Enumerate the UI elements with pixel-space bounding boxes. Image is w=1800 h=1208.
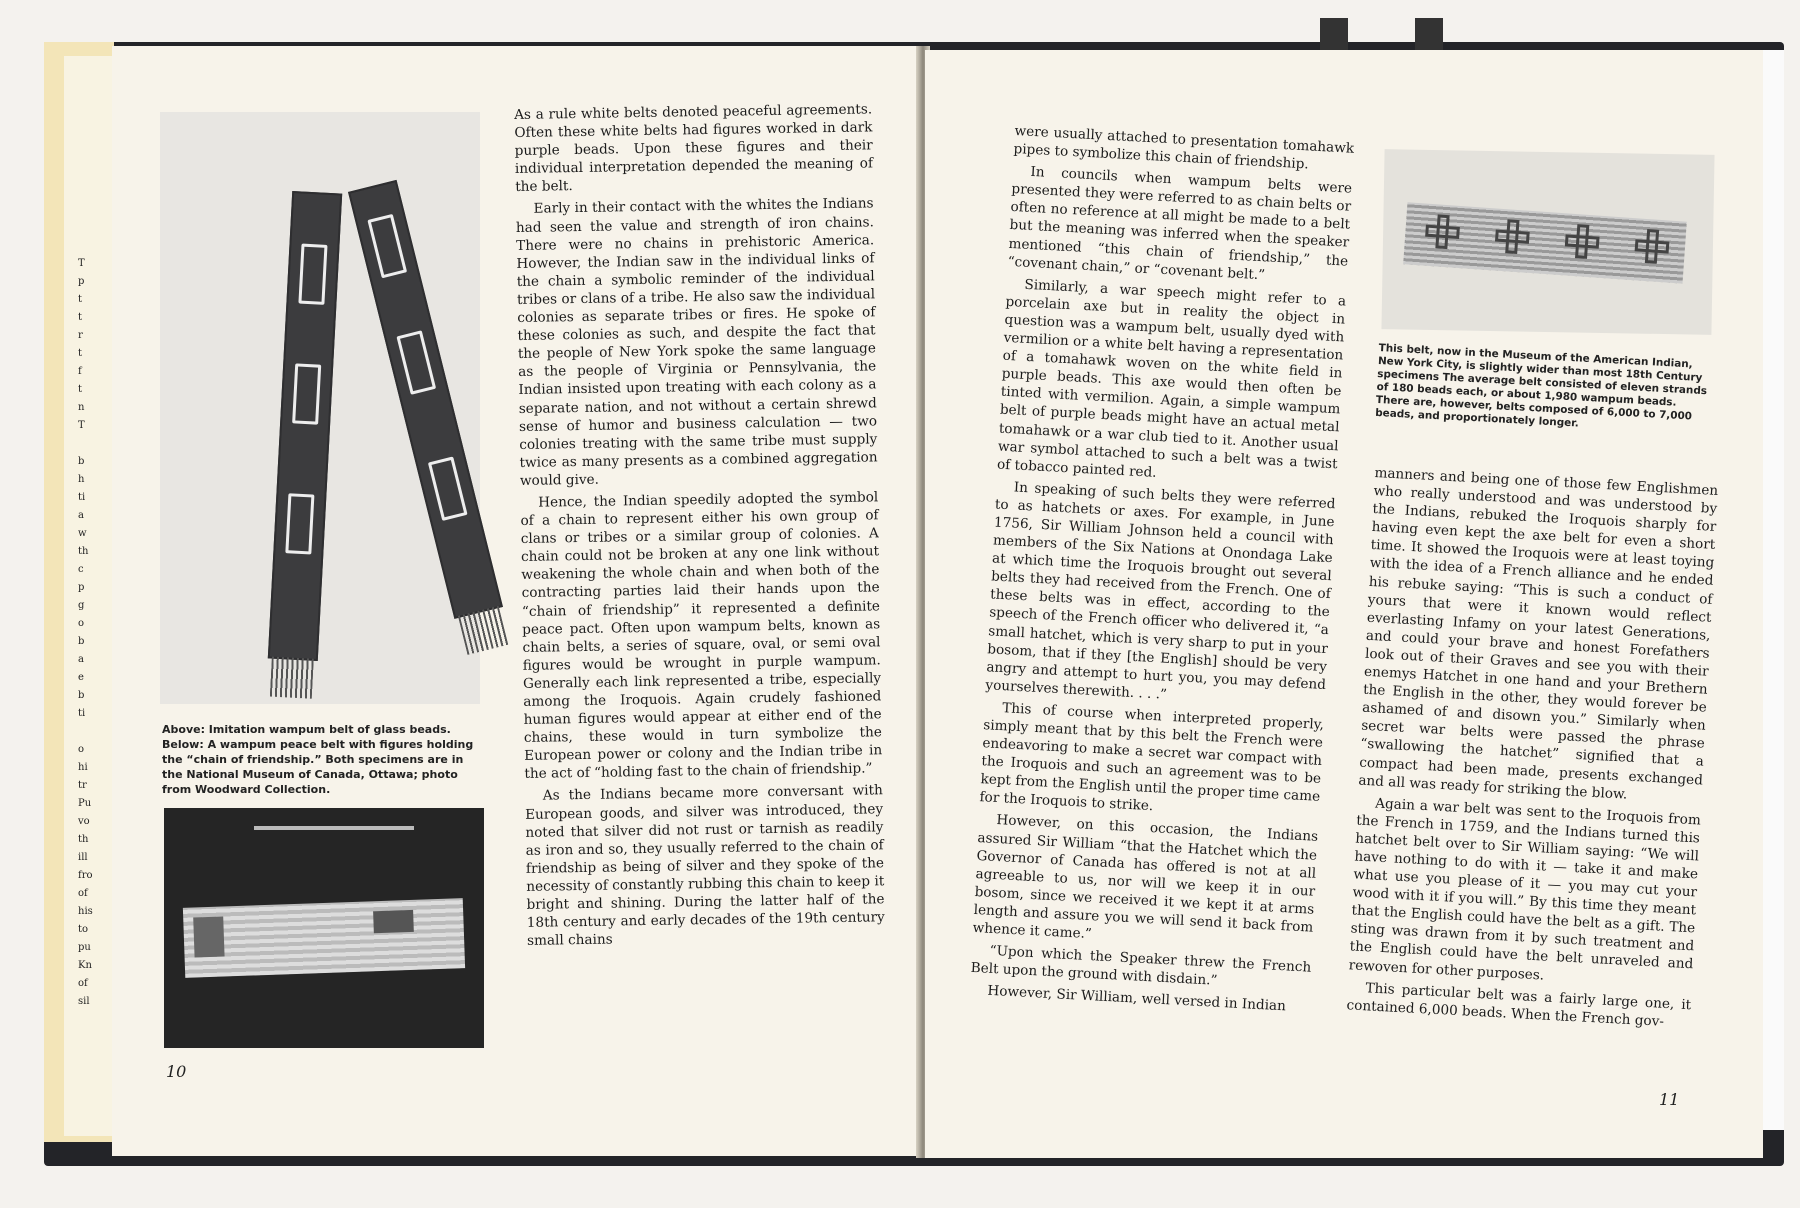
- paragraph: This particular belt was a fairly large one, it contained 6,000 beads. When the French gov-: [1346, 979, 1692, 1030]
- belt-right-strand: [348, 180, 503, 619]
- margin-fragment: T: [78, 258, 85, 269]
- margin-fragment: Pu: [78, 798, 92, 809]
- previous-page-text-fragments: [78, 255, 112, 1011]
- margin-fragment: t: [78, 312, 83, 323]
- margin-fragment: th: [78, 546, 89, 557]
- peace-belt: [183, 898, 465, 978]
- margin-fragment: tr: [78, 780, 87, 791]
- belt-rod: [254, 826, 414, 830]
- paragraph: were usually attached to presentation tomahawk pipes to symbolize this chain of friendship.: [1013, 122, 1355, 173]
- right-text-column-2: [1346, 464, 1718, 1032]
- margin-fragment: vo: [78, 816, 90, 827]
- paragraph: Again a war belt was sent to the Iroquois from the French in 1759, and the Indians turned this hatchet belt over to Sir William saying: “We will have nothing to do with it — take it and make what use you please of it — you may cut your wood with it if you will.” By this time they meant that the English could have the belt as a gift. The sting was drawn from it by such treatment and the English could have the belt unraveled and rewoven for other purposes.: [1348, 795, 1702, 984]
- margin-fragment: w: [78, 528, 87, 539]
- margin-fragment: to: [78, 924, 89, 935]
- margin-fragment: f: [78, 366, 82, 377]
- margin-fragment: ti: [78, 708, 86, 719]
- margin-fragment: b: [78, 636, 85, 647]
- margin-fragment: [78, 723, 112, 741]
- margin-fragment: [78, 435, 112, 453]
- right-page: [925, 50, 1763, 1158]
- paragraph: Hence, the Indian speedily adopted the symbol of a chain to represent either his own group of clans or tribes or a similar group of colonies. A chain could not be broken at any one link without weakening the whole chain and when both of the contracting parties laid their hands upon the “chain of friendship” it represented a definite peace pact. Often upon wampum belts, known as chain belts, a series of square, oval, or semi oval figures would be wrought in purple wampum. Generally each link represented a tribe, especially among the Iroquois. Again crudely fashioned human figures would appear at either end of the chains, these would in turn symbolize the European power or colony and the Indian tribe in the act of “holding fast to the chain of friendship.”: [520, 489, 883, 783]
- page-number: 10: [166, 1062, 187, 1081]
- margin-fragment: ill: [78, 852, 88, 863]
- figure-caption: This belt, now in the Museum of the American Indian, New York City, is slightly wider than most 18th Century specimens The average belt consisted of eleven strands of 180 beads each, or about 1,980 wampum beads. There are, however, belts composed of 6,000 to 7,000 beads, and proportionately longer.: [1374, 342, 1708, 430]
- margin-fragment: of: [78, 888, 88, 899]
- cross-belt: [1403, 202, 1687, 283]
- margin-fragment: h: [78, 474, 85, 485]
- margin-fragment: fro: [78, 870, 93, 881]
- margin-fragment: o: [78, 618, 85, 629]
- margin-fragment: T: [78, 420, 85, 431]
- paragraph: However, Sir William, well versed in Indian: [987, 983, 1287, 1015]
- margin-fragment: e: [78, 672, 84, 683]
- margin-fragment: p: [78, 582, 85, 593]
- margin-fragment: Kn: [78, 960, 92, 971]
- margin-fragment: b: [78, 690, 85, 701]
- margin-fragment: b: [78, 456, 85, 467]
- paragraph: “Upon which the Speaker threw the French Belt upon the ground with disdain.”: [970, 942, 1312, 989]
- right-text-column-1: [969, 122, 1355, 1017]
- margin-fragment: ti: [78, 492, 86, 503]
- photo-peace-belt: [164, 808, 484, 1048]
- margin-fragment: g: [78, 600, 85, 611]
- margin-fragment: t: [78, 294, 83, 305]
- paragraph: As a rule white belts denoted peaceful agreements. Often these white belts had figures worked in dark purple beads. Upon these figures and their individual interpretation depended the meaning of the belt.: [514, 101, 874, 196]
- margin-fragment: r: [78, 330, 83, 341]
- margin-fragment: a: [78, 654, 84, 665]
- margin-fragment: t: [78, 348, 83, 359]
- paragraph: Similarly, a war speech might refer to a porcelain axe but in reality the object in question was a wampum belt, usually dyed with vermilion or a white belt having a representation of a tomahawk woven on the white field in purple beads. This axe would then often be tinted with vermilion. Again, a simple wampum belt of purple beads might have an actual metal tomahawk or a war club tied to it. Another usual war symbol attached to such a belt was a twist of tobacco painted red.: [996, 276, 1347, 481]
- photo-cross-belt: [1381, 149, 1714, 335]
- paragraph: manners and being one of those few Englishmen who really understood and was understood by the Indians, rebuked the Iroquois sharply for having even kept the axe belt for even a short time. It showed the Iroquois were at least toying with the idea of a French alliance and he ended his rebuke saying: “This is such a conduct of yours that were it known would reflect everlasting Infamy on your latest Generations, and could your brave and honest Forefathers look out of their Graves and see you with their enemys Hatchet in one hand and your Brethern the English in the other, they would forever be ashamed of and disown you.” Similarly when secret war belts were passed the phrase “swallowing the hatchet” signified that a compact had been made, presents exchanged and all was ready for striking the blow.: [1358, 464, 1719, 803]
- left-page: [112, 46, 920, 1156]
- margin-fragment: his: [78, 906, 93, 917]
- paragraph: In councils when wampum belts were presented they were referred to as chain belts or often no reference at all might be made to a belt but the meaning was inferred when the speaker mentioned “this chain of friendship,” the “covenant chain,” or “covenant belt.”: [1007, 164, 1353, 283]
- margin-fragment: n: [78, 402, 85, 413]
- margin-fragment: th: [78, 834, 89, 845]
- margin-fragment: p: [78, 276, 85, 287]
- margin-fragment: sil: [78, 996, 90, 1007]
- margin-fragment: pu: [78, 942, 91, 953]
- paragraph: In speaking of such belts they were referred to as hatchets or axes. For example, in June 1756, Sir William Johnson held a council with members of the Six Nations at Onondaga Lake at which time the Iroquois brought out several belts they had received from the French. One of these belts was in effect, according to the speech of the French officer who delivered it, “a small hatchet, which is very sharp to put in your bosom, that if they [the English] should be very angry and attempt to hurt you, you may defend yourselves therewith. . . .”: [985, 479, 1336, 703]
- belt-left-strand: [268, 191, 342, 661]
- left-text-column: [514, 100, 885, 950]
- paragraph: However, on this occasion, the Indians assured Sir William “that the Hatchet which the Governor of Canada has offered is not at all agreeable to us, nor will we keep it in our bosom, since we received it we kept it at arms length and assure you we will send it back from whence it came.”: [972, 812, 1319, 943]
- margin-fragment: o: [78, 744, 85, 755]
- margin-fragment: a: [78, 510, 84, 521]
- paragraph: As the Indians became more conversant with European goods, and silver was introduced, they noted that silver did not rust or tarnish as readily as iron and so, they usually referred to the chain of friendship as being of silver and they spoke of the necessity of constantly rubbing this chain to keep it bright and shining. During the latter half of the 18th century and early decades of the 19th century small chains: [525, 782, 885, 950]
- paragraph: Early in their contact with the whites the Indians had seen the value and strength of iron chains. There were no chains in prehistoric America. However, the Indian saw in the individual links of the chain a symbolic reminder of the individual tribes or clans of a tribe. He also saw the individual colonies as separate tribes or fires. He spoke of these colonies as such, and despite the fact that the people of New York spoke the same language as the people of Virginia or Pennsylvania, the Indian insisted upon treating with each colony as a separate nation, and not without a certain shrewd sense of humor and business calculation — two colonies treating with the same tribe must supply twice as many presents as a combined aggregation would give.: [515, 195, 878, 489]
- margin-fragment: c: [78, 564, 84, 575]
- photo-imitation-belt: [160, 112, 480, 704]
- paragraph: This of course when interpreted properly, simply meant that by this belt the French were endeavoring to make a secret war compact with the Iroquois and such an agreement was to be kept from the English until the proper time came for the Iroquois to strike.: [979, 700, 1325, 815]
- page-number: 11: [1659, 1090, 1680, 1109]
- margin-fragment: hi: [78, 762, 88, 773]
- margin-fragment: of: [78, 978, 88, 989]
- margin-fragment: t: [78, 384, 83, 395]
- figure-caption: Above: Imitation wampum belt of glass beads. Below: A wampum peace belt with figures holding the “chain of friendship.” Both specimens are in the National Museum of Canada, Ottawa; photo from Woodward Collection.: [162, 723, 474, 796]
